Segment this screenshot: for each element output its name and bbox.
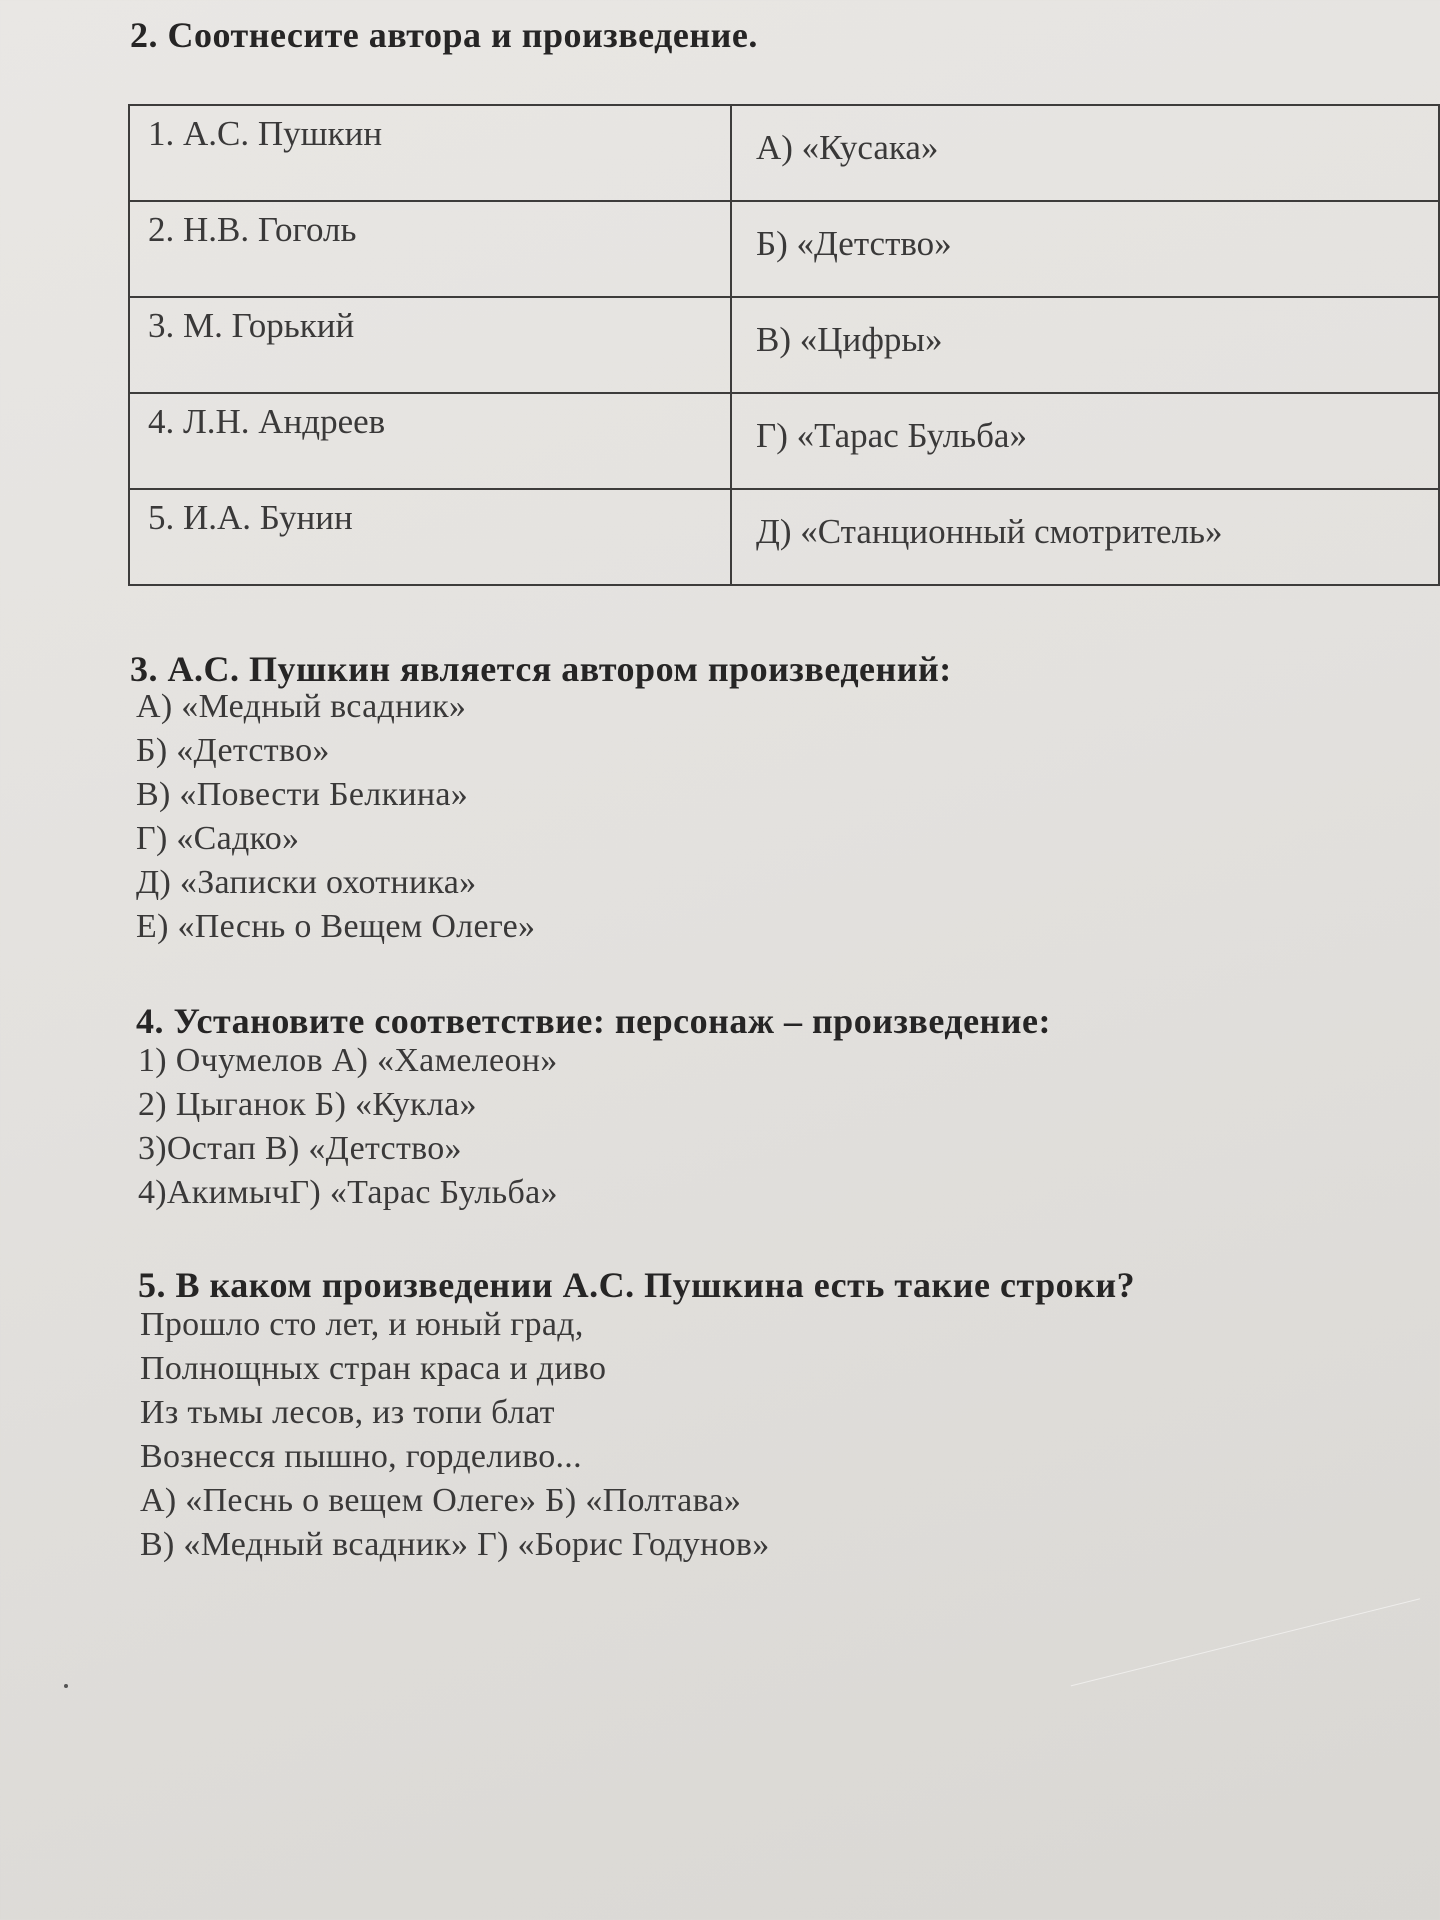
q4-line: 3)Остап В) «Детство»	[138, 1130, 462, 1167]
work-label: Б) «Детство»	[756, 224, 952, 263]
q3-option: В) «Повести Белкина»	[136, 776, 469, 813]
q2-heading: 2. Соотнесите автора и произведение.	[130, 15, 758, 55]
q3-option: Б) «Детство»	[136, 732, 330, 769]
author-cell	[129, 297, 731, 393]
work-label: Г) «Тарас Бульба»	[756, 416, 1027, 455]
author-label: 4. Л.Н. Андреев	[148, 402, 386, 441]
q4-heading: 4. Установите соответствие: персонаж – произведение:	[136, 1001, 1051, 1041]
work-cell	[731, 105, 1439, 201]
author-cell	[129, 201, 731, 297]
table-row	[129, 105, 1439, 201]
q5-option: В) «Медный всадник» Г) «Борис Годунов»	[140, 1526, 770, 1563]
q3-option: Д) «Записки охотника»	[136, 864, 477, 901]
q3-heading: 3. А.С. Пушкин является автором произведений:	[130, 649, 952, 689]
table-row	[129, 393, 1439, 489]
table-row	[129, 201, 1439, 297]
author-work-table	[128, 104, 1440, 586]
poem-line: Вознесся пышно, горделиво...	[140, 1438, 582, 1475]
q3-option: А) «Медный всадник»	[136, 688, 467, 725]
poem-line: Полнощных стран краса и диво	[140, 1350, 607, 1387]
q4-line: 1) Очумелов А) «Хамелеон»	[138, 1042, 558, 1079]
q5-option: А) «Песнь о вещем Олеге» Б) «Полтава»	[140, 1482, 742, 1519]
author-label: 1. А.С. Пушкин	[148, 114, 383, 153]
work-label: В) «Цифры»	[756, 320, 943, 359]
poem-line: Из тьмы лесов, из топи блат	[140, 1394, 555, 1431]
author-label: 3. М. Горький	[148, 306, 355, 345]
author-cell	[129, 105, 731, 201]
table-row	[129, 297, 1439, 393]
author-cell	[129, 393, 731, 489]
work-cell	[731, 297, 1439, 393]
q5-heading: 5. В каком произведении А.С. Пушкина есть такие строки?	[138, 1265, 1136, 1305]
q3-option: Г) «Садко»	[136, 820, 300, 857]
work-cell	[731, 201, 1439, 297]
work-label: Д) «Станционный смотритель»	[756, 512, 1223, 551]
work-cell	[731, 489, 1439, 585]
paper-speck	[64, 1684, 68, 1688]
author-label: 2. Н.В. Гоголь	[148, 210, 357, 249]
q4-line: 4)АкимычГ) «Тарас Бульба»	[138, 1174, 558, 1211]
table-row	[129, 489, 1439, 585]
work-cell	[731, 393, 1439, 489]
poem-line: Прошло сто лет, и юный град,	[140, 1306, 584, 1343]
author-cell	[129, 489, 731, 585]
q3-option: Е) «Песнь о Вещем Олеге»	[136, 908, 536, 945]
work-label: А) «Кусака»	[756, 128, 939, 167]
q4-line: 2) Цыганок Б) «Кукла»	[138, 1086, 477, 1123]
author-label: 5. И.А. Бунин	[148, 498, 353, 537]
paper-crease	[1071, 1598, 1440, 1802]
